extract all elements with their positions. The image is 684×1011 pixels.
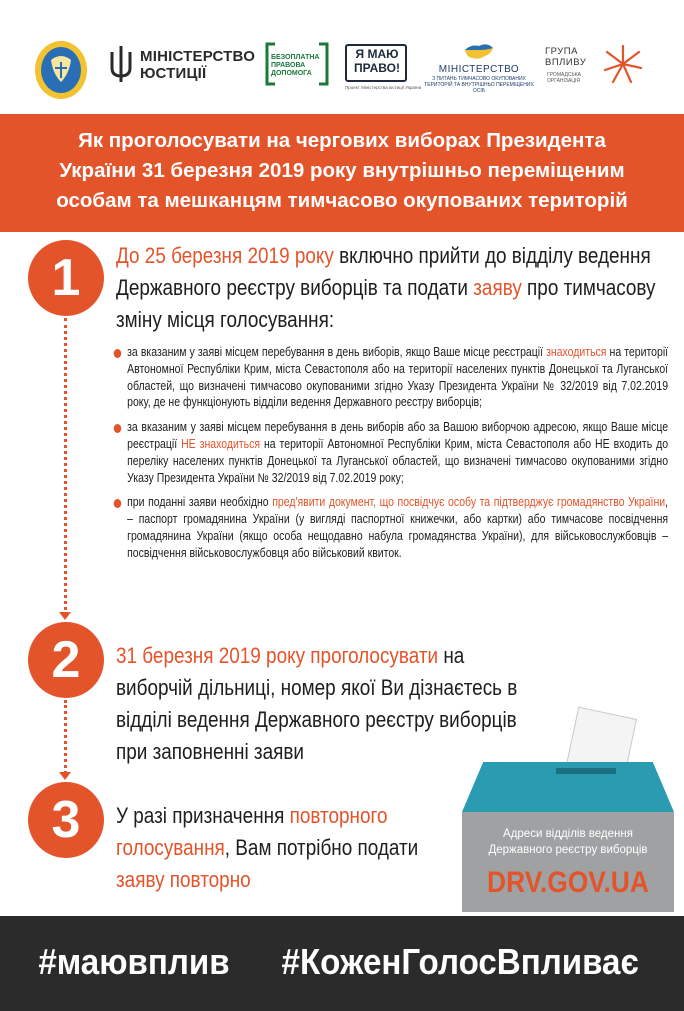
- headline-banner: [0, 114, 684, 232]
- step-connector: [64, 700, 68, 774]
- arrow-down-icon: [59, 772, 71, 780]
- cec-emblem-icon: [32, 38, 90, 102]
- step-connector: [64, 318, 68, 616]
- step-1-bullets: [112, 344, 668, 570]
- list-item: за вказаним у заяві місцем перебування в день виборів або за Вашою виборчою адресою, якщо Ваше місце реєстрації НЕ знаходиться на території Автономної Республіки Крим, міста Севастополя або НЕ входить до переліку населених пунктів Донецької та Луганської областей, що визначені тимчасово окупованими згідно Указу Президента України № 32/2019 від 7.02.2019 року;: [112, 419, 668, 486]
- drv-website-link[interactable]: DRV.GOV.UA: [487, 866, 649, 899]
- step-1-number: 1: [28, 240, 104, 316]
- step-3-runoff: повторного голосування: [116, 803, 388, 860]
- step-3-number: 3: [28, 782, 104, 858]
- list-item: при поданні заяви необхідно пред'явити документ, що посвідчує особу та підтверджує громадянство України, – паспорт громадянина України (у вигляді паспортної книжечки, або картки) або тимчасове посвідчення громадянина України (якщо особа нещодавно набула громадянства України), для військовослужбовців – посвідчення військовослужбовця або військовий квиток.: [112, 494, 668, 561]
- group-influence-logo: [545, 40, 655, 90]
- list-item: за вказаним у заяві місцем перебування в день виборів, якщо Ваше місце реєстрації знаходиться на території Автономної Республіки Крим, міста Севастополя або на території населених пунктів Донецької та Луганської областей, що визначені тимчасово окупованими згідно Указу Президента України № 32/2019 від 7.02.2019 року, де не функціонують відділи ведення Державного реєстру виборців;: [112, 344, 668, 411]
- ministry-justice-logo: [108, 44, 258, 88]
- i-have-right-line1: Я МАЮ: [355, 47, 399, 61]
- hashtag-kozhen-golos: #КоженГолосВпливає: [281, 941, 639, 982]
- trident-icon: [108, 44, 134, 84]
- legal-aid-line3: ДОПОМОГА: [271, 70, 312, 77]
- step-2-text: на виборчій дільниці, номер якої Ви дізнаєтесь в відділі ведення Державного реєстру виборців при заповненні заяви: [116, 643, 518, 764]
- group-influence-line1: ГРУПА: [545, 46, 578, 57]
- headline-line3: особам та мешканцям тимчасово окупованих територій: [56, 189, 628, 212]
- arrows-burst-icon: [601, 42, 645, 86]
- ministry-reintegration-title: МІНІСТЕРСТВО: [438, 64, 520, 75]
- step-3-text-a: У разі призначення: [116, 803, 290, 828]
- headline-line1: Як проголосувати на чергових виборах Президента: [78, 129, 606, 152]
- legal-aid-line2: ПРАВОВА: [271, 62, 306, 69]
- ministry-reintegration-logo: [423, 42, 535, 92]
- step-2-date: 31 березня 2019 року проголосувати: [116, 643, 439, 668]
- step-2-title: [116, 640, 520, 768]
- ballot-caption-line1: Адреси відділів ведення: [503, 828, 633, 840]
- arrow-down-icon: [59, 612, 71, 620]
- hashtag-mayuvplyv: #маювплив: [38, 941, 230, 982]
- i-have-right-line2: ПРАВО!: [354, 61, 400, 75]
- i-have-right-subtitle: Проект Міністерства юстиції України: [345, 85, 422, 90]
- legal-aid-line1: БЕЗОПЛАТНА: [271, 54, 320, 61]
- step-1-application: заяву: [473, 275, 522, 300]
- ballot-slot: [556, 768, 616, 774]
- group-influence-subtitle: ГРОМАДСЬКА ОРГАНІЗАЦІЯ: [547, 72, 582, 84]
- step-1-title: [116, 240, 671, 336]
- legal-aid-logo: [265, 42, 329, 86]
- headline-line2: України 31 березня 2019 року внутрішньо переміщеним: [59, 159, 625, 182]
- step-2-number: 2: [28, 622, 104, 698]
- ballot-box: [462, 812, 674, 912]
- step-1-text-b: про тимчасову зміну місця голосування:: [116, 275, 656, 332]
- step-3-reapply: заяву повторно: [116, 867, 251, 892]
- step-3-title: [116, 800, 443, 896]
- i-have-right-logo: [345, 44, 422, 92]
- partner-logos: [0, 0, 684, 110]
- ministry-reintegration-subtitle: З ПИТАНЬ ТИМЧАСОВО ОКУПОВАНИХ ТЕРИТОРІЙ ТА ВНУТРІШНЬО ПЕРЕМІЩЕНИХ ОСІБ: [424, 76, 534, 94]
- footer-hashtags: [0, 916, 684, 1011]
- ukraine-map-icon: [463, 42, 495, 62]
- ministry-justice-line1: МІНІСТЕРСТВО: [140, 48, 256, 65]
- step-3-text-b: , Вам потрібно подати: [224, 835, 419, 860]
- ballot-caption-line2: Державного реєстру виборців: [488, 844, 648, 856]
- step-1-text-a: включно прийти до відділу ведення Державного реєстру виборців та подати: [116, 243, 651, 300]
- step-1-date: До 25 березня 2019 року: [116, 243, 334, 268]
- ministry-justice-line2: ЮСТИЦІЇ: [140, 65, 207, 82]
- group-influence-line2: ВПЛИВУ: [545, 57, 587, 68]
